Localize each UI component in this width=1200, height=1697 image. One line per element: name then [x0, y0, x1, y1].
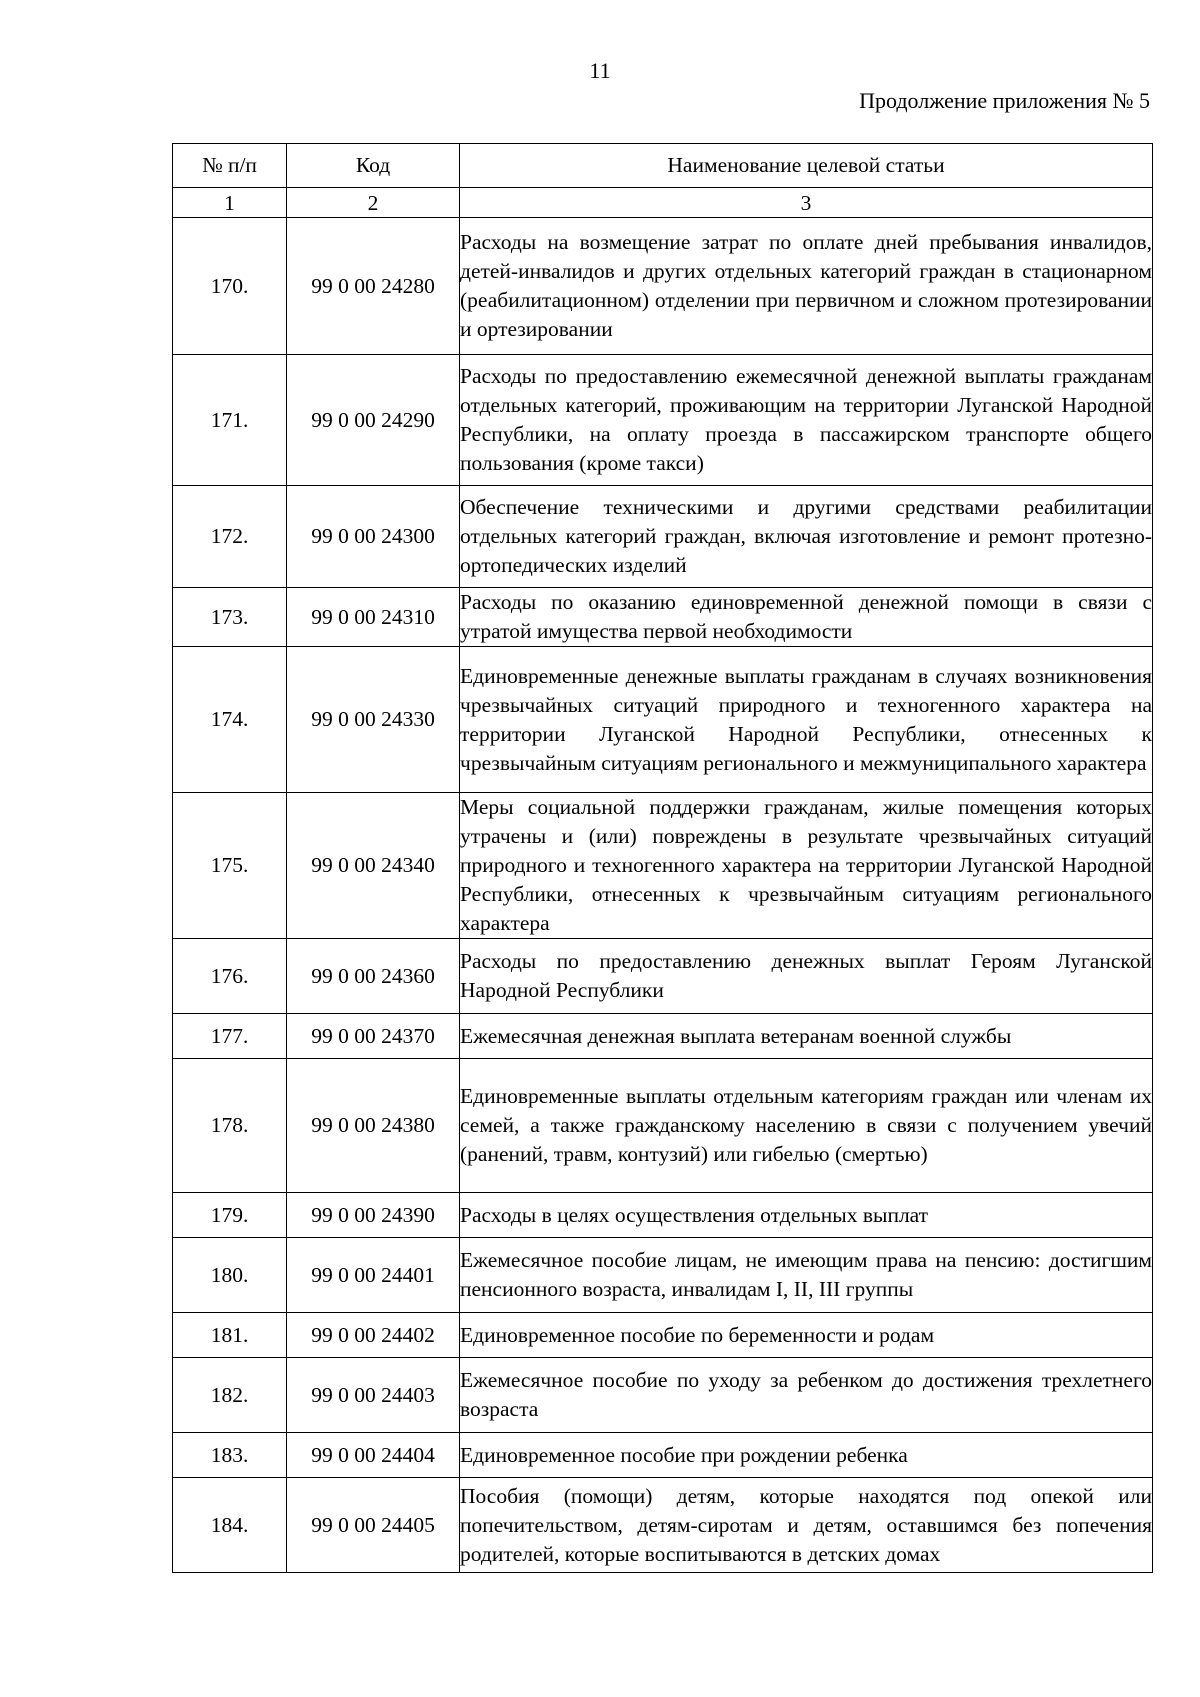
- header-name: Наименование целевой статьи: [460, 144, 1153, 188]
- row-code: 99 0 00 24340: [287, 793, 460, 939]
- table-row: [173, 1238, 1153, 1313]
- appendix-continuation-title: Продолжение приложения № 5: [859, 88, 1150, 113]
- column-number: 3: [460, 188, 1153, 218]
- row-name: Пособия (помощи) детям, которые находятся под опекой или попечительством, детям-сиротам и детям, оставшимся без попечения родителей, которые воспитываются в детских домах: [460, 1478, 1153, 1573]
- row-name: Расходы на возмещение затрат по оплате дней пребывания инвалидов, детей-инвалидов и других отдельных категорий граждан в стационарном (реабилитационном) отделении при первичном и сложном протезировании и ортезировании: [460, 218, 1153, 355]
- row-name: Расходы по предоставлению денежных выплат Героям Луганской Народной Республики: [460, 939, 1153, 1014]
- row-code: 99 0 00 24280: [287, 218, 460, 355]
- header-number: № п/п: [173, 144, 287, 188]
- row-code: 99 0 00 24404: [287, 1433, 460, 1478]
- row-name: Ежемесячное пособие по уходу за ребенком до достижения трехлетнего возраста: [460, 1358, 1153, 1433]
- header-code: Код: [287, 144, 460, 188]
- table-row: [173, 1433, 1153, 1478]
- row-code: 99 0 00 24330: [287, 647, 460, 793]
- row-name: Ежемесячное пособие лицам, не имеющим права на пенсию: достигшим пенсионного возраста, инвалидам I, II, III группы: [460, 1238, 1153, 1313]
- column-number: 1: [173, 188, 287, 218]
- table-row: [173, 939, 1153, 1014]
- target-articles-table: [172, 143, 1153, 1573]
- table-row: [173, 1059, 1153, 1193]
- row-number: 184.: [173, 1478, 287, 1573]
- row-name: Обеспечение техническими и другими средствами реабилитации отдельных категорий граждан, включая изготовление и ремонт протезно-ортопедических изделий: [460, 486, 1153, 588]
- row-number: 170.: [173, 218, 287, 355]
- row-code: 99 0 00 24310: [287, 588, 460, 647]
- table-row: [173, 218, 1153, 355]
- row-number: 178.: [173, 1059, 287, 1193]
- table-row: [173, 1478, 1153, 1573]
- row-code: 99 0 00 24300: [287, 486, 460, 588]
- table-row: [173, 1358, 1153, 1433]
- row-name: Меры социальной поддержки гражданам, жилые помещения которых утрачены и (или) повреждены в результате чрезвычайных ситуаций природного и техногенного характера на территории Луганской Народной Республики, отнесенных к чрезвычайным ситуациям регионального характера: [460, 793, 1153, 939]
- column-number: 2: [287, 188, 460, 218]
- row-code: 99 0 00 24390: [287, 1193, 460, 1238]
- row-name: Единовременные выплаты отдельным категориям граждан или членам их семей, а также гражданскому населению в связи с получением увечий (ранений, травм, контузий) или гибелью (смертью): [460, 1059, 1153, 1193]
- row-name: Единовременные денежные выплаты гражданам в случаях возникновения чрезвычайных ситуаций природного и техногенного характера на территории Луганской Народной Республики, отнесенных к чрезвычайным ситуациям регионального и межмуниципального характера: [460, 647, 1153, 793]
- table-row: [173, 793, 1153, 939]
- row-code: 99 0 00 24360: [287, 939, 460, 1014]
- column-numbers-row: [173, 188, 1153, 218]
- page-number: 11: [589, 58, 611, 83]
- table-row: [173, 486, 1153, 588]
- row-code: 99 0 00 24401: [287, 1238, 460, 1313]
- row-name: Единовременное пособие при рождении ребенка: [460, 1433, 1153, 1478]
- row-name: Ежемесячная денежная выплата ветеранам военной службы: [460, 1014, 1153, 1059]
- table-row: [173, 1313, 1153, 1358]
- row-number: 179.: [173, 1193, 287, 1238]
- row-code: 99 0 00 24403: [287, 1358, 460, 1433]
- row-code: 99 0 00 24405: [287, 1478, 460, 1573]
- row-number: 181.: [173, 1313, 287, 1358]
- row-code: 99 0 00 24402: [287, 1313, 460, 1358]
- table-row: [173, 355, 1153, 486]
- table-row: [173, 647, 1153, 793]
- row-number: 182.: [173, 1358, 287, 1433]
- row-code: 99 0 00 24290: [287, 355, 460, 486]
- table-header-row: [173, 144, 1153, 188]
- row-name: Расходы по оказанию единовременной денежной помощи в связи с утратой имущества первой необходимости: [460, 588, 1153, 647]
- row-number: 176.: [173, 939, 287, 1014]
- row-number: 171.: [173, 355, 287, 486]
- row-number: 180.: [173, 1238, 287, 1313]
- row-number: 173.: [173, 588, 287, 647]
- table-row: [173, 1193, 1153, 1238]
- row-code: 99 0 00 24380: [287, 1059, 460, 1193]
- row-name: Расходы по предоставлению ежемесячной денежной выплаты гражданам отдельных категорий, проживающим на территории Луганской Народной Республики, на оплату проезда в пассажирском транспорте общего пользования (кроме такси): [460, 355, 1153, 486]
- row-name: Единовременное пособие по беременности и родам: [460, 1313, 1153, 1358]
- row-number: 175.: [173, 793, 287, 939]
- row-code: 99 0 00 24370: [287, 1014, 460, 1059]
- row-number: 183.: [173, 1433, 287, 1478]
- row-name: Расходы в целях осуществления отдельных выплат: [460, 1193, 1153, 1238]
- row-number: 177.: [173, 1014, 287, 1059]
- table-row: [173, 1014, 1153, 1059]
- row-number: 174.: [173, 647, 287, 793]
- row-number: 172.: [173, 486, 287, 588]
- table-row: [173, 588, 1153, 647]
